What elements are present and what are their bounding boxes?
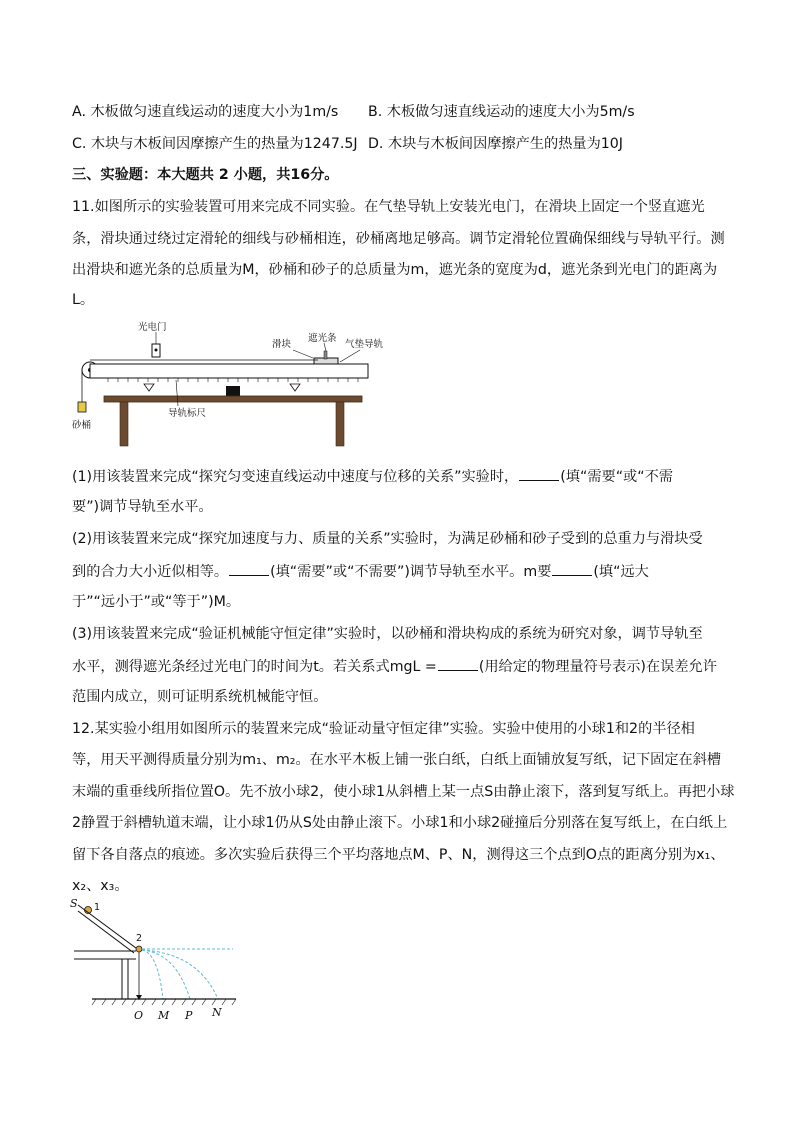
q12-line-6: x₂、x₃。: [72, 878, 129, 894]
q11-line-4: L。: [72, 292, 95, 308]
option-a: A. 木板做匀速直线运动的速度大小为1m/s: [72, 104, 339, 120]
q12-line-3: 末端的重垂线所指位置O。先不放小球2，使小球1从斜槽上某一点S由静止滚下，落到复写纸上。再把小球: [72, 784, 735, 800]
label-o: O: [134, 1009, 144, 1022]
section-title: 三、实验题：本大题共 2 小题，共16分。: [72, 167, 339, 183]
label-gate: 光电门: [138, 322, 167, 333]
option-c: C. 木块与木板间因摩擦产生的热量为1247.5J: [72, 136, 358, 152]
label-n: N: [212, 1006, 222, 1019]
q11-sub2-line-1: (2)用该装置来完成“探究加速度与力、质量的关系”实验时，为满足砂桶和砂子受到的总重力与滑块受: [72, 531, 703, 547]
label-rail: 气垫导轨: [345, 339, 384, 350]
q11-sub3-line-3: 范围内成立，则可证明系统机械能守恒。: [72, 689, 328, 705]
label-slider: 滑块: [272, 339, 292, 350]
option-d: D. 木块与木板间因摩擦产生的热量为10J: [368, 136, 623, 152]
momentum-figure: [68, 893, 243, 1023]
answer-blank-3[interactable]: [552, 561, 592, 576]
air-track-figure: [68, 318, 388, 448]
label-ball-2: 2: [136, 933, 143, 944]
q11-sub3-line-1: (3)用该装置来完成“验证机械能守恒定律”实验时，以砂桶和滑块构成的系统为研究对象，调节导轨至: [72, 626, 703, 642]
q11-line-3: 出滑块和遮光条的总质量为M，砂桶和砂子的总质量为m，遮光条的宽度为d，遮光条到光电门的距离为: [72, 262, 718, 278]
label-p: P: [185, 1009, 193, 1022]
q12-line-1: 12.某实验小组用如图所示的装置来完成“验证动量守恒定律”实验。实验中使用的小球1和2的半径相: [72, 721, 695, 737]
q11-sub2-line-2: 到的合力大小近似相等。 (填“需要”或“不需要”)调节导轨至水平。m要 (填“远大: [72, 561, 649, 582]
q11-sub3-line-2: 水平，测得遮光条经过光电门的时间为t。若关系式mgL = (用给定的物理量符号表示)在误差允许: [72, 656, 717, 677]
q11-sub2-line-3: 于”“远小于”或“等于”)M。: [72, 594, 241, 610]
q11-line-1: 11.如图所示的实验装置可用来完成不同实验。在气垫导轨上安装光电门，在滑块上固定一个竖直遮光: [72, 199, 705, 215]
answer-blank-4[interactable]: [438, 656, 478, 671]
label-ball-1: 1: [94, 902, 101, 913]
label-scale: 导轨标尺: [168, 408, 207, 419]
q11-line-2: 条，滑块通过绕过定滑轮的细线与砂桶相连，砂桶离地足够高。调节定滑轮位置确保细线与导轨平行。测: [72, 231, 725, 247]
q11-sub1-line-1: (1)用该装置来完成“探究匀变速直线运动中速度与位移的关系”实验时， (填“需要“或“不需: [72, 466, 673, 487]
answer-blank-1[interactable]: [519, 466, 559, 481]
q12-line-5: 留下各自落点的痕迹。多次实验后获得三个平均落地点M、P、N，测得这三个点到O点的距离分别为x₁、: [72, 847, 725, 863]
q12-line-4: 2静置于斜槽轨道末端，让小球1仍从S处由静止滚下。小球1和小球2碰撞后分别落在复写纸上，在白纸上: [72, 815, 728, 831]
label-s: S: [70, 897, 78, 910]
label-m: M: [158, 1009, 170, 1022]
answer-blank-2[interactable]: [229, 561, 269, 576]
label-bucket: 砂桶: [72, 420, 92, 431]
q11-sub1-line-2: 要”)调节导轨至水平。: [72, 499, 213, 515]
label-shade: 遮光条: [308, 333, 337, 344]
q12-line-2: 等，用天平测得质量分别为m₁、m₂。在水平木板上铺一张白纸，白纸上面铺放复写纸，记下固定在斜槽: [72, 752, 722, 768]
option-b: B. 木板做匀速直线运动的速度大小为5m/s: [368, 104, 635, 120]
